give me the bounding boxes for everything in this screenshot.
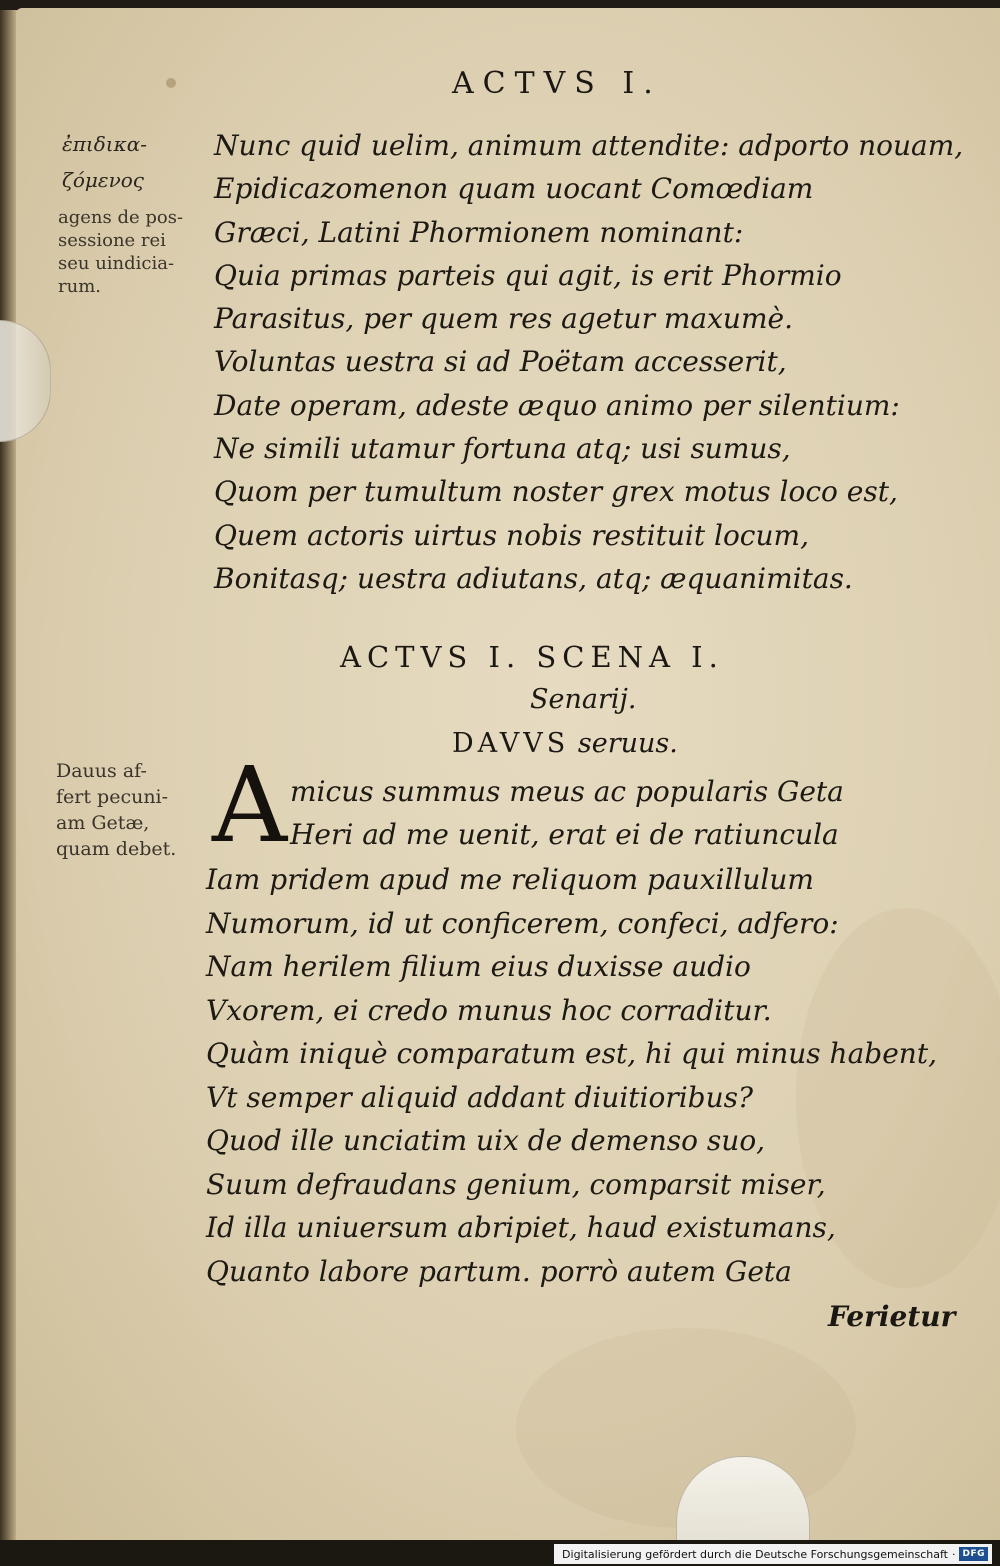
verse-line: Epidicazomenon quam uocant Comœdiam xyxy=(214,172,814,206)
marginal-note-prologue xyxy=(58,206,183,298)
verse-line: Quia primas parteis qui agit, is erit Phormio xyxy=(214,258,842,292)
speaker-name: DAVVS xyxy=(452,728,570,759)
verse-line: Nunc quid uelim, animum attendite: adporto nouam, xyxy=(214,129,964,162)
marginal-line: ἐπιδικα- xyxy=(62,132,147,156)
marginal-line: rum. xyxy=(58,276,101,297)
marginal-line: sessione rei xyxy=(58,230,166,251)
verse-line: Date operam, adeste æquo animo per silentium: xyxy=(214,388,900,422)
marginal-line: quam debet. xyxy=(56,838,177,860)
verse-line: Bonitasq; uestra adiutans, atq; æquanimitas. xyxy=(214,561,853,595)
speaker-role: seruus. xyxy=(577,728,678,759)
verse-line: micus summus meus ac popularis Geta xyxy=(290,775,844,808)
scene-opening-verse xyxy=(290,770,844,856)
verse-line: Voluntas uestra si ad Poëtam accesserit, xyxy=(214,345,787,379)
verse-line: Vxorem, ei credo munus hoc corraditur. xyxy=(206,993,772,1027)
separator-dot: · xyxy=(951,1547,956,1561)
verse-line: Græci, Latini Phormionem nominant: xyxy=(214,215,744,249)
scene-verse xyxy=(206,858,937,1293)
marginal-line: Dauus af- xyxy=(56,760,147,782)
drop-cap-initial: A xyxy=(212,744,288,866)
verse-line: Quod ille unciatim uix de demenso suo, xyxy=(206,1124,766,1157)
verse-line: Ne simili utamur fortuna atq; usi sumus, xyxy=(214,432,791,466)
verse-line: Numorum, id ut conficerem, confeci, adfero: xyxy=(206,906,839,940)
credit-text: Digitalisierung gefördert durch die Deutsche Forschungsgemeinschaft xyxy=(562,1547,948,1561)
marginal-line: seu uindicia- xyxy=(58,253,175,274)
verse-line: Heri ad me uenit, erat ei de ratiuncula xyxy=(290,818,839,851)
marginal-line: agens de pos- xyxy=(58,207,184,228)
scene-heading: ACTVS I. SCENA I. xyxy=(340,640,724,674)
marginal-line: am Getæ, xyxy=(56,812,150,834)
meter-label: Senarij. xyxy=(530,684,637,715)
speaker-heading xyxy=(452,728,678,759)
verse-line: Nam herilem filium eius duxisse audio xyxy=(206,950,751,983)
verse-line: Iam pridem apud me reliquom pauxillulum xyxy=(206,863,814,896)
verse-line: Quom per tumultum noster grex motus loco est, xyxy=(214,475,898,509)
prologue-verse xyxy=(214,124,963,600)
verse-line: Id illa uniuersum abripiet, haud existumans, xyxy=(206,1211,836,1244)
verse-line: Quem actoris uirtus nobis restituit locum, xyxy=(214,518,809,552)
marginal-note-scene xyxy=(56,758,176,862)
marginal-line: fert pecuni- xyxy=(56,786,169,808)
marginal-greek-gloss xyxy=(62,126,147,198)
verse-line: Parasitus, per quem res agetur maxumè. xyxy=(214,302,793,336)
marginal-line: ζόμενος xyxy=(62,168,145,192)
verse-line: Quàm iniquè comparatum est, hi qui minus habent, xyxy=(206,1037,937,1070)
verse-line: Quanto labore partum. porrò autem Geta xyxy=(206,1254,792,1288)
verse-line: Suum defraudans genium, comparsit miser, xyxy=(206,1167,826,1201)
running-head: ACTVS I. xyxy=(452,66,662,101)
digitization-credit xyxy=(554,1544,992,1564)
catchword: Ferietur xyxy=(828,1300,956,1333)
paper-stain xyxy=(166,78,176,88)
verse-line: Vt semper aliquid addant diuitioribus? xyxy=(206,1080,754,1114)
dfg-logo-icon: DFG xyxy=(959,1547,988,1561)
